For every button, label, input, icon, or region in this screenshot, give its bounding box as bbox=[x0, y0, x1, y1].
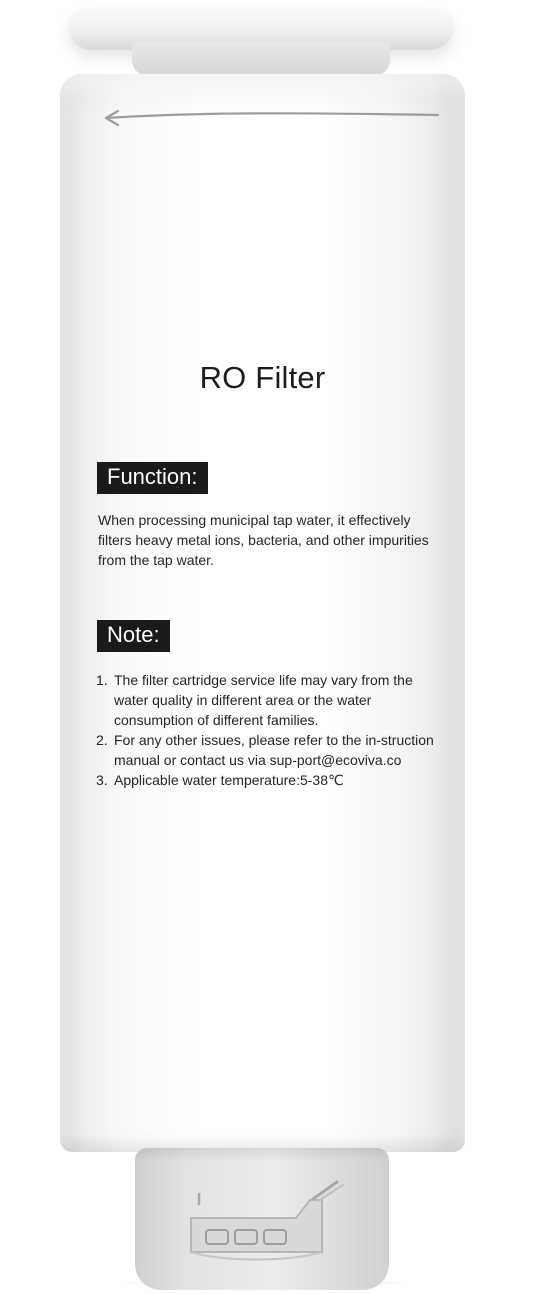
filter-connector-icon bbox=[181, 1176, 345, 1268]
note-item bbox=[96, 770, 448, 790]
filter-cartridge bbox=[60, 74, 465, 1152]
note-item bbox=[96, 730, 448, 770]
note-list bbox=[96, 670, 448, 790]
bottom-connector bbox=[135, 1148, 389, 1290]
note-heading: Note: bbox=[97, 620, 170, 652]
function-description: When processing municipal tap water, it effectively filters heavy metal ions, bacteria, and other impurities from the tap water. bbox=[98, 512, 429, 568]
top-neck bbox=[132, 42, 390, 76]
note-number: 2. bbox=[96, 732, 108, 748]
connector-lip bbox=[135, 1148, 389, 1162]
note-text: Applicable water temperature:5-38℃ bbox=[114, 772, 344, 788]
note-number: 3. bbox=[96, 772, 108, 788]
product-title: RO Filter bbox=[199, 360, 326, 395]
note-number: 1. bbox=[96, 672, 108, 688]
note-text: For any other issues, please refer to the in-struction manual or contact us via sup-port@ecoviva.co bbox=[114, 732, 434, 768]
function-heading: Function: bbox=[97, 462, 208, 494]
note-text: The filter cartridge service life may vary from the water quality in different area or the water consumption of different families. bbox=[114, 672, 413, 728]
left-arrow-icon bbox=[100, 105, 444, 129]
note-item bbox=[96, 670, 448, 730]
